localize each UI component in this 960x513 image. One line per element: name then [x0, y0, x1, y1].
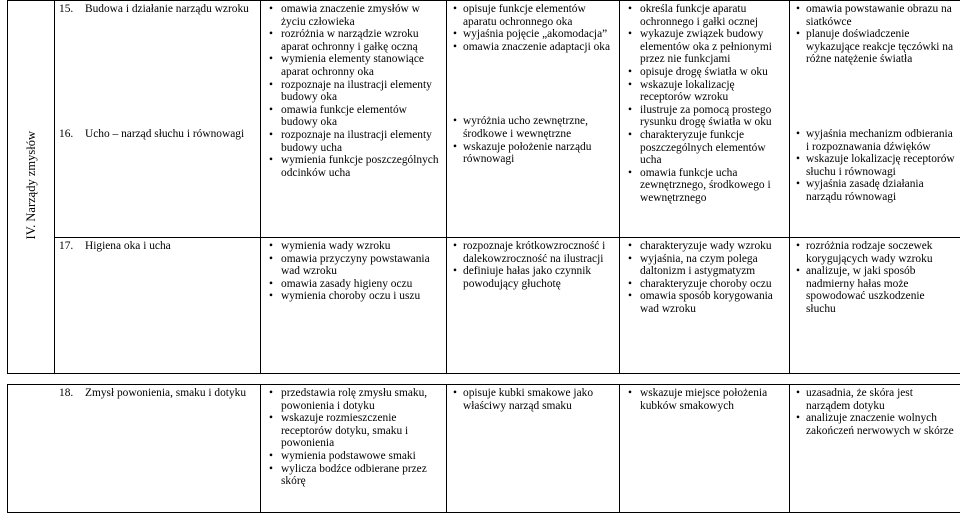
topic-cell	[55, 238, 261, 374]
list-item: • wymienia choroby oczu i uszu	[265, 290, 442, 303]
curriculum-table	[7, 0, 960, 513]
topic-cell	[8, 385, 261, 513]
requirements-list	[794, 3, 956, 66]
list-item: • rozpoznaje krótkowzroczność i dalekowzroczność na ilustracji	[451, 240, 615, 265]
requirements-cell	[790, 385, 960, 513]
list-item: • opisuje funkcje elementów aparatu ochronnego oka	[451, 3, 615, 28]
topic-name: Zmysł powonienia, smaku i dotyku	[85, 387, 247, 399]
list-item: • wskazuje rozmieszczenie receptorów dotyku, smaku i powonienia	[265, 412, 442, 450]
list-item: • omawia znaczenie adaptacji oka	[451, 41, 615, 54]
list-item: • rozpoznaje na ilustracji elementy budowy oka	[265, 79, 442, 104]
requirements-list	[794, 387, 956, 437]
list-item: • wyróżnia ucho zewnętrzne, środkowe i wewnętrzne	[451, 115, 615, 140]
requirements-cell	[447, 385, 620, 513]
requirements-list	[624, 387, 785, 412]
topic-number: 17.	[59, 240, 74, 252]
list-item: • analizuje znaczenie wolnych zakończeń nerwowych w skórze	[794, 412, 956, 437]
list-item: • wymienia wady wzroku	[265, 240, 442, 253]
requirements-list	[794, 240, 956, 316]
requirements-cell	[790, 238, 960, 374]
topic-16	[59, 128, 256, 141]
topic-17	[59, 240, 256, 253]
list-item: • wyjaśnia pojęcie „akomodacja”	[451, 28, 615, 41]
list-item: • ilustruje za pomocą prostego rysunku drogę światła w oku	[624, 104, 785, 129]
list-item: • opisuje drogę światła w oku	[624, 66, 785, 79]
list-item: • wymienia podstawowe smaki	[265, 450, 442, 463]
topic-name: Ucho – narząd słuchu i równowagi	[85, 127, 245, 140]
list-item: • omawia funkcje elementów budowy oka	[265, 104, 442, 129]
table-gap	[8, 374, 960, 385]
list-item: • planuje doświadczenie wykazujące reakcje tęczówki na różne natężenie światła	[794, 28, 956, 66]
list-item: • przedstawia rolę zmysłu smaku, powonienia i dotyku	[265, 387, 442, 412]
topic-number: 18.	[59, 387, 74, 399]
list-item: • wylicza bodźce odbierane przez skórę	[265, 463, 442, 488]
requirements-list	[265, 240, 442, 303]
list-item: • wykazuje związek budowy elementów oka z pełnionymi przez nie funkcjami	[624, 28, 785, 66]
requirements-cell	[620, 385, 790, 513]
requirements-list	[624, 240, 785, 316]
requirements-list	[451, 387, 615, 412]
topic-number: 15.	[59, 3, 74, 15]
topic-18	[59, 387, 256, 400]
list-item: • omawia funkcje ucha zewnętrznego, środkowego i wewnętrznego	[624, 167, 785, 205]
requirements-list	[265, 387, 442, 488]
list-item: • wskazuje położenie narządu równowagi	[451, 141, 615, 166]
table-row	[8, 238, 960, 374]
requirements-cell	[261, 1, 447, 238]
topic-number: 16.	[59, 127, 74, 140]
list-item: • charakteryzuje wady wzroku	[624, 240, 785, 253]
list-item: • rozróżnia rodzaje soczewek korygujących wady wzroku	[794, 240, 956, 265]
requirements-cell	[620, 238, 790, 374]
list-item: • omawia sposób korygowania wad wzroku	[624, 290, 785, 315]
requirements-cell	[261, 385, 447, 513]
list-item: • rozróżnia w narządzie wzroku aparat ochronny i gałkę oczną	[265, 28, 442, 53]
requirements-list	[794, 128, 956, 204]
topic-name: Budowa i działanie narządu wzroku	[85, 3, 249, 15]
list-item: • analizuje, w jaki sposób nadmierny hałas może spowodować uszkodzenie słuchu	[794, 265, 956, 315]
requirements-list	[451, 240, 615, 290]
topic-cell	[55, 1, 261, 238]
list-item: • omawia zasady higieny oczu	[265, 278, 442, 291]
topic-15	[59, 3, 256, 16]
list-item: • omawia znaczenie zmysłów w życiu człowieka	[265, 3, 442, 28]
list-item: • charakteryzuje funkcje poszczególnych elementów ucha	[624, 129, 785, 167]
requirements-cell	[261, 238, 447, 374]
requirements-list	[451, 3, 615, 53]
list-item: • uzasadnia, że skóra jest narządem dotyku	[794, 387, 956, 412]
section-label: IV. Narządy zmysłów	[23, 130, 38, 240]
requirements-cell	[790, 1, 960, 238]
list-item: • wymienia funkcje poszczególnych odcinków ucha	[265, 154, 442, 179]
list-item: • wskazuje lokalizację receptorów słuchu i równowagi	[794, 153, 956, 178]
list-item: • omawia przyczyny powstawania wad wzroku	[265, 253, 442, 278]
requirements-list	[624, 3, 785, 205]
list-item: • charakteryzuje choroby oczu	[624, 278, 785, 291]
topic-name: Higiena oka i ucha	[85, 240, 171, 252]
list-item: • wskazuje lokalizację receptorów wzroku	[624, 79, 785, 104]
list-item: • definiuje hałas jako czynnik powodujący głuchotę	[451, 265, 615, 290]
list-item: • opisuje kubki smakowe jako właściwy narząd smaku	[451, 387, 615, 412]
list-item: • rozpoznaje na ilustracji elementy budowy ucha	[265, 129, 442, 154]
section-label-cell	[8, 1, 55, 374]
list-item: • wyjaśnia, na czym polega daltonizm i astygmatyzm	[624, 253, 785, 278]
requirements-list	[451, 115, 615, 165]
list-item: • określa funkcje aparatu ochronnego i gałki ocznej	[624, 3, 785, 28]
requirements-cell	[447, 1, 620, 238]
table-row	[8, 385, 960, 513]
list-item: • wyjaśnia mechanizm odbierania i rozpoznawania dźwięków	[794, 128, 956, 153]
list-item: • omawia powstawanie obrazu na siatkówce	[794, 3, 956, 28]
table-row	[8, 1, 960, 238]
requirements-list	[265, 3, 442, 179]
list-item: • wymienia elementy stanowiące aparat ochronny oka	[265, 53, 442, 78]
requirements-cell	[620, 1, 790, 238]
list-item: • wskazuje miejsce położenia kubków smakowych	[624, 387, 785, 412]
list-item: • wyjaśnia zasadę działania narządu równowagi	[794, 178, 956, 203]
requirements-cell	[447, 238, 620, 374]
